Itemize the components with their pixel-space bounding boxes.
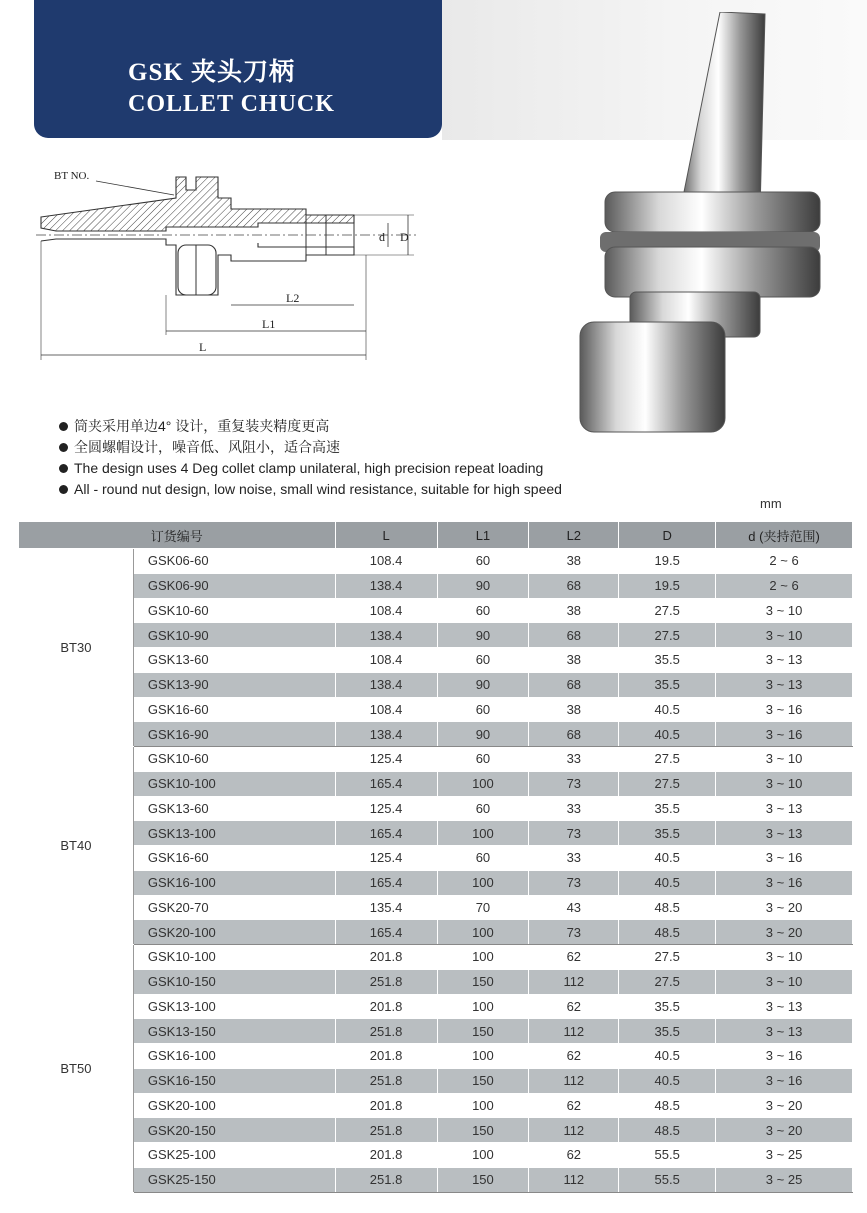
value-cell: 48.5 [619,895,716,920]
feature-item: All - round nut design, low noise, small wind resistance, suitable for high speed [58,479,618,500]
value-cell: 100 [437,920,529,945]
value-cell: 150 [437,1118,529,1143]
table-row [19,573,853,598]
col-header-order-code: 订货编号 [19,522,336,549]
order-code-cell: GSK20-100 [133,920,335,945]
value-cell: 125.4 [335,846,437,871]
value-cell: 251.8 [335,1118,437,1143]
group-label: BT50 [19,945,134,1193]
col-header-D: D [619,522,716,549]
value-cell: 3 ~ 10 [716,747,853,772]
title-banner [34,0,442,138]
value-cell: 201.8 [335,1093,437,1118]
value-cell: 3 ~ 10 [716,771,853,796]
value-cell: 68 [529,573,619,598]
value-cell: 100 [437,1143,529,1168]
value-cell: 35.5 [619,994,716,1019]
value-cell: 27.5 [619,598,716,623]
value-cell: 201.8 [335,1044,437,1069]
value-cell: 112 [529,1019,619,1044]
value-cell: 62 [529,994,619,1019]
value-cell: 33 [529,846,619,871]
order-code-cell: GSK20-150 [133,1118,335,1143]
value-cell: 100 [437,821,529,846]
table-row [19,549,853,574]
value-cell: 251.8 [335,1167,437,1192]
value-cell: 19.5 [619,573,716,598]
group-label: BT40 [19,747,134,945]
value-cell: 3 ~ 16 [716,1044,853,1069]
feature-item: The design uses 4 Deg collet clamp unilateral, high precision repeat loading [58,458,618,479]
value-cell: 112 [529,1068,619,1093]
order-code-cell: GSK10-60 [133,747,335,772]
value-cell: 90 [437,623,529,648]
value-cell: 165.4 [335,821,437,846]
value-cell: 90 [437,573,529,598]
value-cell: 3 ~ 10 [716,623,853,648]
value-cell: 40.5 [619,846,716,871]
dim-L1-label: L1 [262,317,276,331]
value-cell: 138.4 [335,722,437,747]
table-header-row [19,522,853,549]
group-label: BT30 [19,549,134,747]
value-cell: 33 [529,747,619,772]
table-row [19,1143,853,1168]
value-cell: 68 [529,672,619,697]
order-code-cell: GSK16-60 [133,697,335,722]
value-cell: 3 ~ 25 [716,1167,853,1192]
table-row [19,1118,853,1143]
order-code-cell: GSK16-100 [133,870,335,895]
value-cell: 73 [529,920,619,945]
value-cell: 60 [437,598,529,623]
value-cell: 3 ~ 10 [716,969,853,994]
value-cell: 201.8 [335,994,437,1019]
table-row [19,1167,853,1192]
table-row [19,846,853,871]
order-code-cell: GSK06-90 [133,573,335,598]
value-cell: 100 [437,1093,529,1118]
value-cell: 100 [437,994,529,1019]
value-cell: 73 [529,771,619,796]
table-row [19,796,853,821]
value-cell: 125.4 [335,796,437,821]
collet-chuck-photo [560,12,860,442]
order-code-cell: GSK20-100 [133,1093,335,1118]
table-row [19,598,853,623]
value-cell: 60 [437,549,529,574]
table-row [19,821,853,846]
value-cell: 48.5 [619,920,716,945]
value-cell: 27.5 [619,945,716,970]
value-cell: 3 ~ 16 [716,846,853,871]
value-cell: 100 [437,1044,529,1069]
table-row [19,747,853,772]
value-cell: 35.5 [619,672,716,697]
value-cell: 3 ~ 16 [716,697,853,722]
value-cell: 62 [529,945,619,970]
value-cell: 251.8 [335,1019,437,1044]
col-header-L1: L1 [437,522,529,549]
col-header-L: L [335,522,437,549]
order-code-cell: GSK10-150 [133,969,335,994]
dim-L-label: L [199,340,207,354]
value-cell: 108.4 [335,648,437,673]
value-cell: 48.5 [619,1093,716,1118]
table-row [19,994,853,1019]
table-row [19,1068,853,1093]
value-cell: 100 [437,870,529,895]
table-row [19,969,853,994]
value-cell: 3 ~ 13 [716,994,853,1019]
value-cell: 112 [529,1167,619,1192]
value-cell: 19.5 [619,549,716,574]
value-cell: 3 ~ 13 [716,796,853,821]
value-cell: 60 [437,747,529,772]
value-cell: 40.5 [619,722,716,747]
value-cell: 40.5 [619,697,716,722]
value-cell: 60 [437,846,529,871]
title-english: COLLET CHUCK [128,91,335,117]
table-row [19,672,853,697]
order-code-cell: GSK25-100 [133,1143,335,1168]
value-cell: 3 ~ 13 [716,648,853,673]
value-cell: 112 [529,1118,619,1143]
value-cell: 60 [437,648,529,673]
order-code-cell: GSK13-100 [133,994,335,1019]
order-code-cell: GSK13-150 [133,1019,335,1044]
value-cell: 138.4 [335,672,437,697]
value-cell: 3 ~ 10 [716,598,853,623]
table-row [19,648,853,673]
value-cell: 35.5 [619,821,716,846]
col-header-d-range: d (夹持范围) [716,522,853,549]
value-cell: 3 ~ 13 [716,821,853,846]
value-cell: 251.8 [335,1068,437,1093]
order-code-cell: GSK16-100 [133,1044,335,1069]
value-cell: 165.4 [335,771,437,796]
value-cell: 38 [529,648,619,673]
order-code-cell: GSK25-150 [133,1167,335,1192]
order-code-cell: GSK10-100 [133,945,335,970]
order-code-cell: GSK13-90 [133,672,335,697]
value-cell: 3 ~ 13 [716,672,853,697]
value-cell: 35.5 [619,796,716,821]
value-cell: 38 [529,598,619,623]
dim-L2-label: L2 [286,291,300,305]
order-code-cell: GSK16-150 [133,1068,335,1093]
value-cell: 150 [437,1068,529,1093]
value-cell: 100 [437,945,529,970]
value-cell: 73 [529,821,619,846]
value-cell: 73 [529,870,619,895]
order-code-cell: GSK10-60 [133,598,335,623]
table-row [19,623,853,648]
value-cell: 68 [529,623,619,648]
order-code-cell: GSK13-60 [133,796,335,821]
value-cell: 108.4 [335,549,437,574]
value-cell: 62 [529,1093,619,1118]
technical-drawing [36,165,436,365]
value-cell: 3 ~ 13 [716,1019,853,1044]
value-cell: 62 [529,1044,619,1069]
value-cell: 251.8 [335,969,437,994]
table-row [19,771,853,796]
value-cell: 55.5 [619,1167,716,1192]
table-row [19,1044,853,1069]
value-cell: 38 [529,549,619,574]
dim-d-label: d [379,230,385,244]
value-cell: 40.5 [619,870,716,895]
value-cell: 2 ~ 6 [716,573,853,598]
value-cell: 62 [529,1143,619,1168]
table-row [19,1019,853,1044]
value-cell: 27.5 [619,747,716,772]
feature-item: 筒夹采用单边4° 设计，重复装夹精度更高 [58,416,618,437]
value-cell: 201.8 [335,1143,437,1168]
order-code-cell: GSK10-100 [133,771,335,796]
value-cell: 60 [437,697,529,722]
value-cell: 90 [437,722,529,747]
value-cell: 3 ~ 20 [716,1093,853,1118]
value-cell: 2 ~ 6 [716,549,853,574]
title-chinese: GSK 夹头刀柄 [128,59,296,86]
table-row [19,1093,853,1118]
value-cell: 40.5 [619,1068,716,1093]
table-row [19,722,853,747]
value-cell: 3 ~ 16 [716,722,853,747]
value-cell: 70 [437,895,529,920]
table-row [19,920,853,945]
value-cell: 138.4 [335,573,437,598]
value-cell: 108.4 [335,598,437,623]
value-cell: 150 [437,1167,529,1192]
value-cell: 68 [529,722,619,747]
col-header-L2: L2 [529,522,619,549]
order-code-cell: GSK16-60 [133,846,335,871]
table-row [19,870,853,895]
unit-label: mm [760,496,782,511]
value-cell: 27.5 [619,969,716,994]
spec-table [18,521,853,1193]
value-cell: 108.4 [335,697,437,722]
value-cell: 55.5 [619,1143,716,1168]
value-cell: 35.5 [619,648,716,673]
value-cell: 201.8 [335,945,437,970]
value-cell: 3 ~ 25 [716,1143,853,1168]
value-cell: 3 ~ 20 [716,895,853,920]
value-cell: 138.4 [335,623,437,648]
value-cell: 33 [529,796,619,821]
order-code-cell: GSK16-90 [133,722,335,747]
value-cell: 3 ~ 10 [716,945,853,970]
value-cell: 125.4 [335,747,437,772]
value-cell: 135.4 [335,895,437,920]
table-row [19,945,853,970]
table-row [19,697,853,722]
value-cell: 35.5 [619,1019,716,1044]
value-cell: 3 ~ 16 [716,1068,853,1093]
value-cell: 48.5 [619,1118,716,1143]
value-cell: 112 [529,969,619,994]
value-cell: 100 [437,771,529,796]
order-code-cell: GSK13-100 [133,821,335,846]
value-cell: 38 [529,697,619,722]
bt-number-label: BT NO. [54,170,90,182]
value-cell: 150 [437,1019,529,1044]
feature-list [18,416,618,500]
table-row [19,895,853,920]
order-code-cell: GSK20-70 [133,895,335,920]
value-cell: 60 [437,796,529,821]
order-code-cell: GSK06-60 [133,549,335,574]
value-cell: 27.5 [619,771,716,796]
dim-D-label: D [400,230,409,244]
value-cell: 150 [437,969,529,994]
value-cell: 90 [437,672,529,697]
order-code-cell: GSK13-60 [133,648,335,673]
value-cell: 40.5 [619,1044,716,1069]
value-cell: 3 ~ 20 [716,920,853,945]
value-cell: 3 ~ 16 [716,870,853,895]
value-cell: 43 [529,895,619,920]
value-cell: 27.5 [619,623,716,648]
feature-item: 全圆螺帽设计，噪音低、风阻小，适合高速 [58,437,618,458]
value-cell: 3 ~ 20 [716,1118,853,1143]
order-code-cell: GSK10-90 [133,623,335,648]
value-cell: 165.4 [335,920,437,945]
value-cell: 165.4 [335,870,437,895]
